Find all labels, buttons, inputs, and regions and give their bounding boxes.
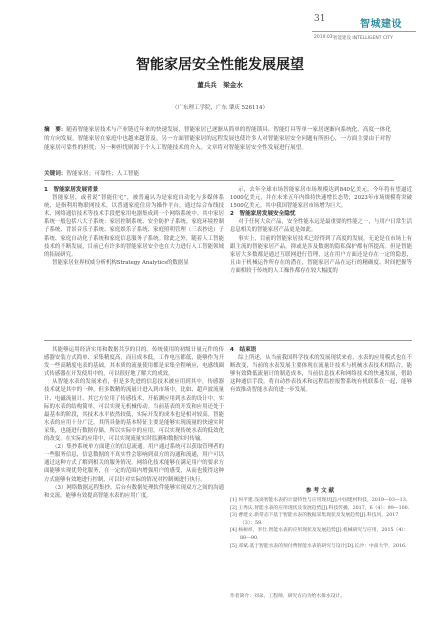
abstract (44, 126, 394, 152)
references-list (230, 497, 412, 550)
right-column-top (230, 186, 412, 275)
header-rule (312, 31, 416, 32)
abstract-text: 随着智能家居技术与产业链近年来的快速发展，智能家居已逐渐从简单的智能锁具、智能灯具等单一家居逐渐向系统化、高度一体化的方向发展。智能家居在家庭中也越来越普及。另一方面智能家居的远程发展也使许多人对智能家居安全问题有所担心，一方面主要由于对智能家居可靠性的担忧；另一种担忧则源于个人工智能技术的介入。文章将对智能家居安全性发展进行展望。 (44, 127, 391, 151)
body-paragraph: （2）集抄系统单方面建立的信息流通。用户通过系统可以获取管理者的一些服务信息，信息数据的不真实性会影响到双方的沟通和流通，用户可以通过这种方式了解到相关的服务情况。网络化技术能够在满足用户的要求方面能够实现优势化服务，在一定的范围内增强用户的感受，从而也使得这种方式能够有效地进行控制，可以针对实际的情况对控制阀进行执行。 (44, 444, 224, 483)
section-heading: 1 智能家居发展背景 (44, 187, 99, 193)
body-paragraph: 智能家居业界权威分析机构Strategy Analytics的数据显 (52, 259, 189, 266)
page-header (0, 0, 440, 46)
reference-item: [4] 杨树祥，李仕.智能水表的应用现状及发展趋势[J].机械研究与应用，2015（4）：88—90. (230, 528, 409, 541)
section-heading: 4 结束语 (230, 347, 257, 353)
reference-item: [3] 曹建文.新常态下基于智能水表的数据采集现状及发展趋势[J].科技风，2017（3）：59. (230, 513, 399, 526)
reference-item: [1] 何平建.浅谈智能水表的计量特性与应用现状[J].中国建材科技，2019—03—13. (230, 498, 408, 503)
reference-item: [5] 邓斌.基于智能水表的预付费智能水表的研究与设计[D].长沙：中南大学，2016. (230, 543, 407, 549)
body-paragraph: 对于任何大众产品，安全性能永远是最重要的性能之一，与用户日常生活息息相关的智能家居产品更是如此。 (230, 219, 412, 234)
section-divider (44, 180, 394, 181)
body-paragraph: 智能家居，或者说“智能住宅”，被普遍认为是家庭自动化与多媒体系统，是指利用物联网技术，以普通家庭住房为操作平台，通过综合布线技术、网络通信技术等技术手段把家用电器集成到一个网络系统中。其中家居系统一般包括八大子系统：家居控制系统、安全防护子系统、家庭环境控制子系统、背景音乐子系统、家庭娱乐子系统、家庭照明管理（三表抄送）子系统、家庭自动化子系统和家庭信息服务子系统。除此之外，随着人工智能技术的不断发展，目前已有许多的智能家居安全也在大力进行人工智能领域的拓展研究。 (44, 195, 224, 258)
reference-item: [2] 王秀庆.智能水表的应用现状及发展趋势[J].科技传播，2017，6（4）：99—100. (230, 505, 410, 511)
body-paragraph: 综上所述，从当前我国科学技术的发展现状来看，水表的应用模式也在不断改变，当前的水表发展主要体现在流量计技术与机械水表技术相结合，能够有效降低流量计的制造成本，当前信息技术和网络技术的快速发展，借助这种通信手段，将自动抄表技术和远程监控报警系统有机联系在一起，能够有效推动智能水表的进一步发展。 (230, 355, 412, 394)
page-number: 31 (314, 14, 326, 24)
keywords-text: 智能家居；可靠性；人工智能 (66, 171, 140, 177)
section-heading: 2 智能家居发展安全隐忧 (230, 211, 296, 218)
body-paragraph: （3）网络数据远程集抄。后台有数据处理软件能够实现双方之间的沟通和交流，能够有效提高智能水表的应用广度。 (44, 484, 224, 499)
column-label: 智能建设 INTELLIGENT CITY (333, 36, 393, 41)
references-title: 参 考 文 献 (305, 488, 335, 494)
author-affiliation: （广东理工学院，广东 肇庆 526114） (172, 105, 268, 111)
page-split-rule (44, 340, 412, 341)
left-column-bottom (44, 346, 224, 500)
left-column-top (44, 186, 224, 267)
abstract-label: 摘 要： (44, 127, 67, 133)
body-paragraph: 示，去年全球市场智能家居市场规模达到840亿美元，今年将有望逼近1000亿美元，并在未来五年内维持快速增长态势，2023年市场规模将突破1500亿美元。其中我国智能家居市场增为巨大。 (230, 187, 412, 210)
issue-date: 2019.03. (314, 35, 335, 40)
body-paragraph: 事实上，目前的智能家居技术已经得到了高度的发展，无论是在市场上有跟主流的智能家居产品，抑或是涉及数据的隐私保护都有所提高。但是智能家居大多数都是通过互联网进行管理，这在用户方面还是存在一定的隐患，且由于机械运作所存在的潜在，智能家居产品在运行的精确度、时间把握等方面相较于传统的人工操作都存在较大幅度的 (230, 235, 412, 274)
right-column-bottom (230, 346, 412, 395)
article-authors: 董兵兵 梁金水 (197, 81, 243, 89)
keywords (44, 169, 394, 177)
author-introduction: 作者简介：刘朵，工程师，研究方向为给水排水设计。 (230, 594, 346, 599)
body-paragraph: 从智能水表的发展来看，但是多先进的信息技术被应用到其中，传感器技术就是其中的一种，但多数精的流量计进入到市场中，比如、超声波流量计、电磁流量计、其它方位用了传感技术，开拓测应用到水表的设计中，实际的水表的结构简单，可以实现无机械传动。当前基表的开发和应用还处于最基本的阶段，其技术水平依然较低，实际开发的成本也是相对较高。智能水表的应用十分广泛，其所具备的基本特征主要是能够实现流量的快速实时采集，也能进行数据存储，所以实际中的应用，可以实现传统水表的低效化的改变。在实际的应用中，可以实现流量实时监测和数据实时传输。 (44, 379, 224, 443)
article-title: 智能家居安全性能发展展望 (136, 57, 304, 73)
journal-brand: 智城建设 (360, 19, 402, 30)
keywords-label: 关键词： (44, 171, 67, 177)
body-paragraph: 其能够运用经济实用和数据共享的目的。传统使用的初级计量元件的传感器安装方式简单、采集精度高，而且成本低，工作电压都低，能够作为开发一些高精度电表的基础，其本质的流量使用都是采集全程响应，电感线圈式传感器在开发使用中的，可以很好地了解大的成效。 (44, 347, 224, 378)
